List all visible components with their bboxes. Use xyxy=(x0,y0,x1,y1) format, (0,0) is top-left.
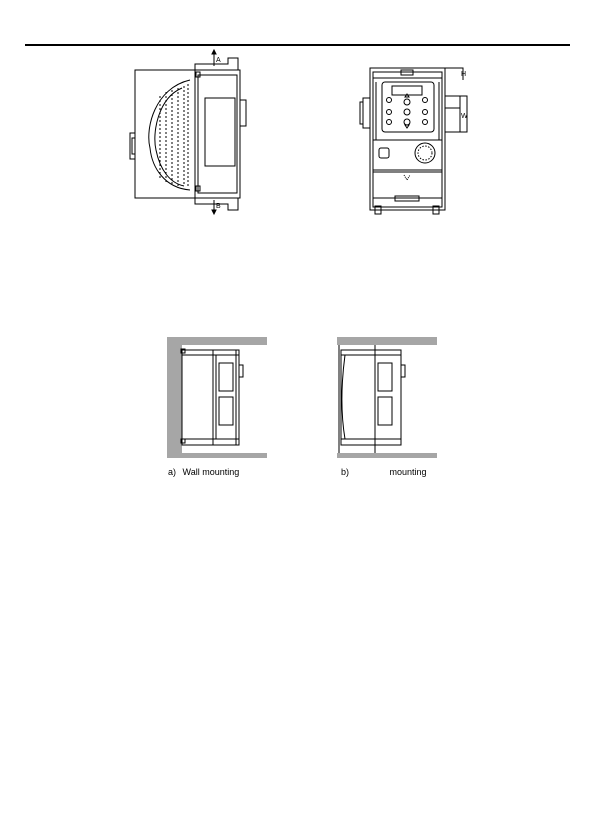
dimension-label-w: W xyxy=(461,113,468,120)
rail-mounting-drawing xyxy=(335,335,445,465)
caption-a-label: Wall mounting xyxy=(182,467,240,477)
dimension-label-h: H xyxy=(461,71,467,78)
caption-a-marker: a) xyxy=(168,467,177,477)
side-view-drawing xyxy=(120,48,260,218)
caption-b-label: mounting xyxy=(389,467,427,477)
dimension-label-top: A xyxy=(216,57,221,64)
header-rule xyxy=(25,44,570,46)
dimension-label-bottom: B xyxy=(216,203,221,210)
caption-b-marker: b) xyxy=(341,467,350,477)
front-view-drawing xyxy=(355,60,485,220)
caption-wall-mounting xyxy=(168,467,239,477)
wall-mounting-drawing xyxy=(165,335,275,465)
caption-rail-mounting xyxy=(341,467,427,477)
